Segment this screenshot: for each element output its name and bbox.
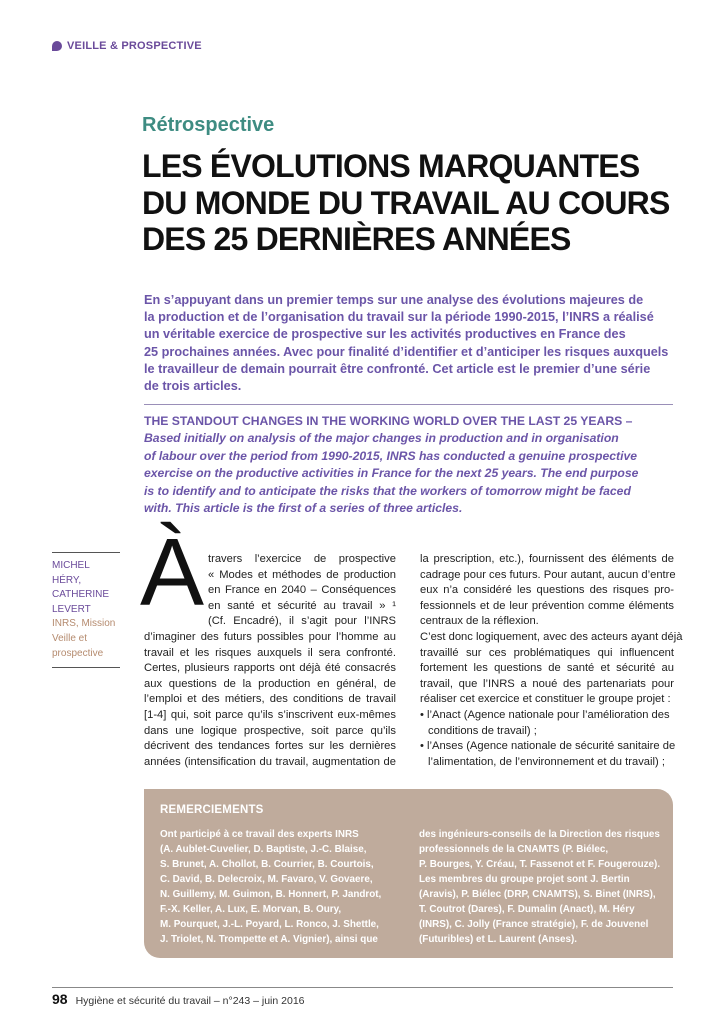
acknowledgements-line: M. Pourquet, J.-L. Poyard, L. Ronco, J. Shettle, xyxy=(160,919,379,930)
section-label: VEILLE & PROSPECTIVE xyxy=(67,40,202,52)
acknowledgements-column-1 xyxy=(160,827,386,947)
body-line: aux questions de la production en général, de xyxy=(144,677,396,690)
acknowledgements-line: Ont participé à ce travail des experts INRS xyxy=(160,829,359,840)
body-line: travaillé sur ces problématiques qui influencent xyxy=(420,646,674,659)
acknowledgements-line: J. Triolet, N. Trompette et A. Vignier), ainsi que xyxy=(160,934,378,945)
author-affiliation-line: prospective xyxy=(52,647,104,659)
body-line: l’emploi et des métiers, des conditions de travail xyxy=(144,693,396,706)
list-item-line: l’alimentation, de l’environnement et du travail) ; xyxy=(428,755,665,768)
acknowledgements-line: F.-X. Keller, A. Lux, E. Morvan, B. Oury, xyxy=(160,904,342,915)
acknowledgements-line: (A. Aublet-Cuvelier, D. Baptiste, J.-C. Blaise, xyxy=(160,844,367,855)
article-lead xyxy=(144,292,674,395)
body-line: Certes, plusieurs rapports ont déjà été consacrés xyxy=(144,662,396,675)
english-line: Based initially on analysis of the major changes in production and in organisation xyxy=(144,431,619,446)
body-line: en santé et sécurité au travail » ¹ xyxy=(208,599,396,612)
english-abstract-heading: THE STANDOUT CHANGES IN THE WORKING WORLD OVER THE LAST 25 YEARS – xyxy=(144,414,633,428)
article-title xyxy=(142,148,702,258)
body-line: dans une logique prospective, soit parce qu’ils xyxy=(144,724,396,737)
body-line: fortement les questions de santé et sécurité au xyxy=(420,662,674,675)
acknowledgements-line: P. Bourges, Y. Créau, T. Fassenot et F. Fougerouze). xyxy=(419,859,661,870)
section-bullet-icon xyxy=(52,41,62,51)
body-line: travers l’exercice de prospective xyxy=(208,553,396,565)
body-line: fessionnels et de leur prévention comme éléments xyxy=(420,599,674,612)
body-line: eux n’a considéré les questions des risques pro- xyxy=(420,584,674,597)
page-footer xyxy=(52,991,305,1007)
page-number: 98 xyxy=(52,991,68,1007)
lead-line: un véritable exercice de prospective sur les activités productives en France des xyxy=(144,327,626,342)
acknowledgements-line: des ingénieurs-conseils de la Direction des risques xyxy=(419,829,660,840)
english-abstract xyxy=(144,413,674,517)
body-line: centraux de la réflexion. xyxy=(420,615,539,628)
article-kicker: Rétrospective xyxy=(142,114,275,136)
section-header xyxy=(52,40,202,52)
body-line: cadrage pour ces futurs. Pour autant, aucun d’entre xyxy=(420,568,676,581)
author-name-line: LEVERT xyxy=(52,603,91,615)
author-name-line: MICHEL xyxy=(52,560,90,571)
lead-divider xyxy=(144,404,673,405)
body-line: la prescription, etc.), fournissent des éléments de xyxy=(420,553,674,565)
body-line: travail, que l’INRS a noué des partenariats pour xyxy=(420,677,674,690)
body-line: « Modes et méthodes de production xyxy=(208,568,396,581)
list-item xyxy=(420,708,674,739)
title-line: DES 25 DERNIÈRES ANNÉES xyxy=(142,221,571,257)
acknowledgements-line: Les membres du groupe projet sont J. Bertin xyxy=(419,874,630,885)
body-line: réaliser cet exercice et constituer le groupe projet : xyxy=(420,693,671,706)
body-line: (Cf. Encadré), il s’agit pour l’INRS xyxy=(208,615,396,628)
body-column-1 xyxy=(144,630,396,770)
lead-line: 25 prochaines années. Avec pour finalité d’identifier et d’anticiper les risques auxquels xyxy=(144,344,669,359)
english-line: of labour over the period from 1990-2015, INRS has conducted a genuine prospective xyxy=(144,448,638,463)
acknowledgements-line: T. Coutrot (Dares), F. Dumalin (Anact), M. Héry xyxy=(419,904,635,915)
acknowledgements-line: N. Guillemy, M. Guimon, B. Honnert, P. Jandrot, xyxy=(160,889,382,900)
journal-reference: Hygiène et sécurité du travail – n°243 – juin 2016 xyxy=(75,995,305,1007)
authors-top-divider xyxy=(52,552,120,553)
lead-line: le travailleur de demain pourrait être confronté. Cet article est le premier d’une série xyxy=(144,361,651,376)
list-item-line: conditions de travail) ; xyxy=(428,724,537,737)
english-line: is to identify and to anticipate the risks that the workers of tomorrow might be faced xyxy=(144,483,631,498)
body-line: travail et les risques auxquels il sera confronté. xyxy=(144,646,396,659)
authors-bottom-divider xyxy=(52,667,120,668)
author-affiliation-line: Veille et xyxy=(52,632,88,644)
footer-divider xyxy=(52,987,673,988)
english-line: exercise on the productive activities in France for the next 25 years. The end purpose xyxy=(144,466,639,481)
lead-line: En s’appuyant dans un premier temps sur une analyse des évolutions majeures de xyxy=(144,293,644,307)
body-line: [1-4] qui, soit parce qu’ils s’inscrivent eux-mêmes xyxy=(144,708,396,721)
body-line: d’imaginer des futurs possibles pour l’homme au xyxy=(144,631,396,643)
acknowledgements-line: (Aravis), P. Biélec (DRP, CNAMTS), S. Binet (INRS), xyxy=(419,889,656,900)
body-column-1-wrap xyxy=(208,552,396,630)
acknowledgements-line: S. Brunet, A. Chollot, B. Courrier, B. Courtois, xyxy=(160,859,374,870)
acknowledgements-line: professionnels de la CNAMTS (P. Biélec, xyxy=(419,844,609,855)
acknowledgements-column-2 xyxy=(419,827,664,947)
author-name-line: HÉRY, xyxy=(52,574,82,586)
title-line: DU MONDE DU TRAVAIL AU COURS xyxy=(142,184,670,221)
acknowledgements-line: C. David, B. Delecroix, M. Favaro, V. Govaere, xyxy=(160,874,373,885)
list-item xyxy=(420,739,674,770)
drop-cap: À xyxy=(140,519,205,626)
author-affiliation-line: INRS, Mission xyxy=(52,618,116,630)
body-line: décrivent des tendances fortes sur les dernières xyxy=(144,740,396,753)
title-line: LES ÉVOLUTIONS MARQUANTES xyxy=(142,148,640,184)
lead-line: de trois articles. xyxy=(144,379,242,394)
body-line: C’est donc logiquement, avec des acteurs ayant déjà xyxy=(420,630,683,643)
body-column-2 xyxy=(420,552,683,770)
author-name-line: CATHERINE xyxy=(52,589,110,601)
authors-block xyxy=(52,559,124,661)
acknowledgements-line: (Futuribles) et L. Laurent (Anses). xyxy=(419,934,578,945)
lead-line: la production et de l’organisation du travail sur la période 1990-2015, l’INRS a réalisé xyxy=(144,310,654,325)
english-line: with. This article is the first of a series of three articles. xyxy=(144,501,463,516)
acknowledgements-line: (INRS), C. Jolly (France stratégie), F. de Jouvenel xyxy=(419,919,649,930)
list-item-line: • l’Anact (Agence nationale pour l’amélioration des xyxy=(420,708,670,721)
list-item-line: • l’Anses (Agence nationale de sécurité sanitaire de xyxy=(420,740,676,753)
body-line: années (intensification du travail, augmentation de xyxy=(144,755,396,768)
acknowledgements-heading: REMERCIEMENTS xyxy=(160,804,264,816)
body-line: en France en 2040 – Conséquences xyxy=(208,584,396,597)
